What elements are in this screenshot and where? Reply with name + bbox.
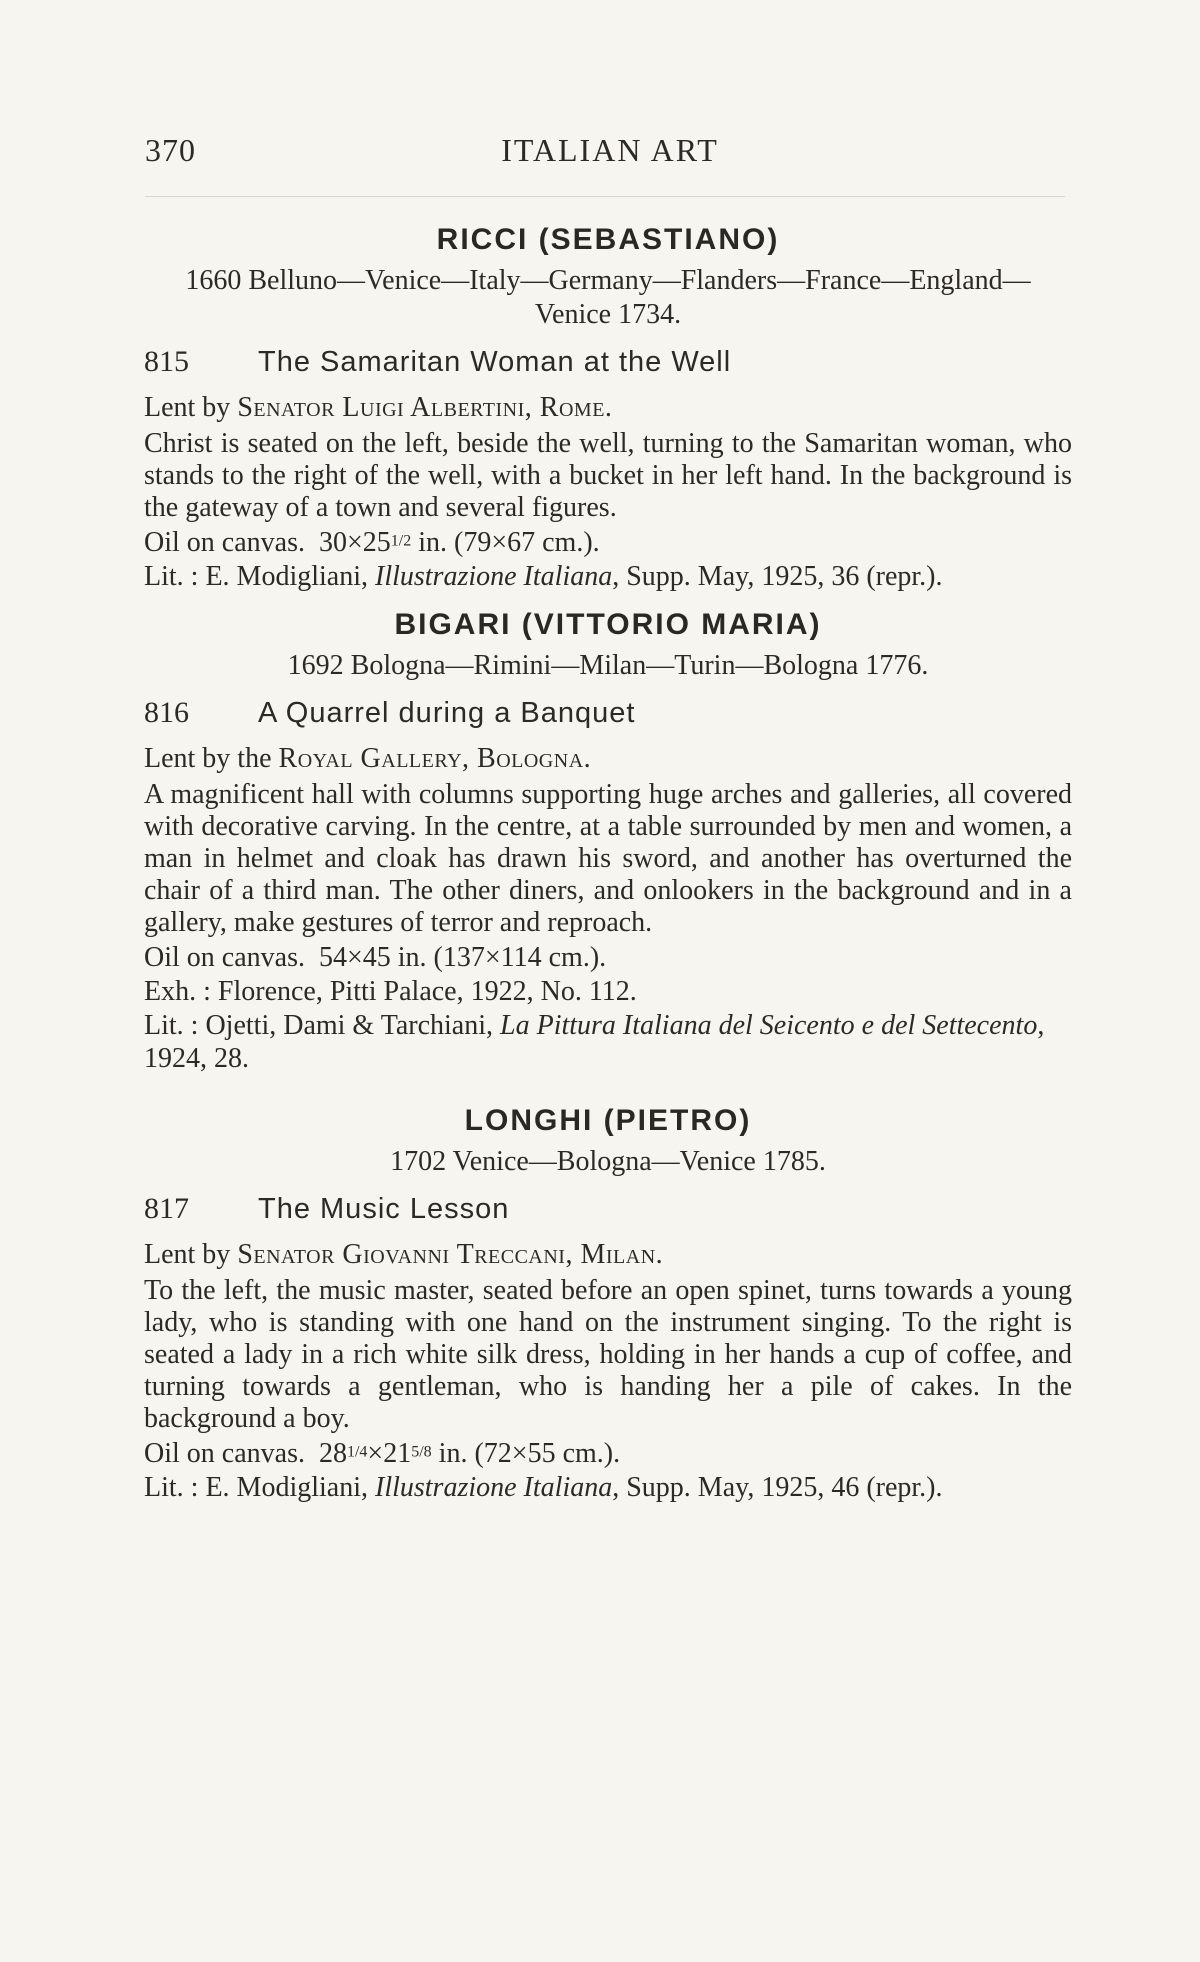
literature-author: E. Modigliani, <box>205 1472 375 1503</box>
running-title: ITALIAN ART <box>501 132 719 168</box>
dimensions-part: in. (72×55 cm.). <box>431 1438 621 1469</box>
header-rule <box>145 196 1065 197</box>
literature-work: La Pittura Italiana del Seicento e del Settecento <box>500 1010 1038 1041</box>
dimensions-part: 28 <box>318 1438 347 1469</box>
artist-name: LONGHI (PIETRO) <box>464 1104 752 1137</box>
lender-prefix: Lent by <box>144 392 238 423</box>
literature-line <box>144 1009 1072 1075</box>
artist-section-ricci <box>144 218 1072 593</box>
literature-line <box>144 1471 1072 1504</box>
exhibition-label: Exh. : <box>144 976 218 1007</box>
literature-work: Illustrazione Italiana <box>375 561 613 592</box>
literature-label: Lit. : <box>144 561 206 592</box>
page-number: 370 <box>145 132 196 168</box>
artist-section-longhi <box>144 1099 1072 1504</box>
entry-title: The Samaritan Woman at the Well <box>258 346 732 378</box>
literature-author: Ojetti, Dami & Tarchiani, <box>205 1010 501 1041</box>
catalogue-content <box>144 218 1072 1504</box>
lender-prefix: Lent by <box>144 1239 238 1270</box>
literature-details: , Supp. May, 1925, 46 (repr.). <box>612 1472 943 1503</box>
lender-prefix: Lent by the <box>144 743 279 774</box>
dimensions-part: ×21 <box>367 1438 412 1469</box>
entry-title: A Quarrel during a Banquet <box>258 697 636 729</box>
artist-name: RICCI (SEBASTIANO) <box>436 223 780 256</box>
lender-line <box>144 1237 1072 1273</box>
running-head <box>145 132 1075 172</box>
dimensions-part: 30×25 <box>318 527 391 558</box>
entry-title: The Music Lesson <box>258 1193 510 1225</box>
entry-number: 815 <box>144 345 189 378</box>
exhibition-line <box>144 975 1072 1009</box>
lender-line <box>144 390 1072 426</box>
medium-dimensions <box>144 526 1072 560</box>
artist-life-dates: 1692 Bologna—Rimini—Milan—Turin—Bologna 1776. <box>287 650 929 681</box>
entry-description: To the left, the music master, seated before an open spinet, turns towards a young lady, who is standing with one hand on the instrument singing. To the right is seated a lady in a rich white silk dress, holding in her hands a cup of coffee, and turning towards a gentleman, who is handing her a pile of cakes. In the background a boy. <box>144 1275 1072 1434</box>
dimensions-fraction: 1/2 <box>390 532 412 550</box>
dimensions-part: in. (79×67 cm.). <box>411 527 600 558</box>
exhibition-text: Florence, Pitti Palace, 1922, No. 112. <box>217 976 637 1007</box>
medium: Oil on canvas. <box>144 1438 305 1469</box>
catalogue-entry-heading <box>144 340 1072 384</box>
entry-description: Christ is seated on the left, beside the well, turning to the Samaritan woman, who stands to the right of the well, with a bucket in her left hand. In the background is the gateway of a town and several figures. <box>144 428 1072 523</box>
artist-life-dates: 1702 Venice—Bologna—Venice 1785. <box>390 1146 826 1177</box>
dimensions-fraction: 5/8 <box>411 1443 432 1461</box>
medium-dimensions <box>144 1437 1072 1471</box>
catalogue-entry-heading <box>144 691 1072 735</box>
literature-label: Lit. : <box>144 1472 206 1503</box>
artist-section-bigari <box>144 603 1072 1075</box>
entry-description: A magnificent hall with columns supporting huge arches and galleries, all covered with decorative carving. In the centre, at a table surrounded by men and women, a man in helmet and cloak has drawn his sword, and another has overturned the chair of a third man. The other diners, and onlookers in the background and in a gallery, make gestures of terror and reproach. <box>144 779 1072 938</box>
artist-name: BIGARI (VITTORIO MARIA) <box>394 608 822 641</box>
medium: Oil on canvas. <box>144 527 305 558</box>
literature-label: Lit. : <box>144 1010 206 1041</box>
entry-number: 816 <box>144 696 189 729</box>
literature-author: E. Modigliani, <box>205 561 375 592</box>
literature-line <box>144 560 1072 593</box>
dimensions: 54×45 in. (137×114 cm.). <box>318 942 607 973</box>
medium-dimensions <box>144 941 1072 975</box>
lender-name: Royal Gallery, Bologna. <box>278 743 592 774</box>
literature-work: Illustrazione Italiana <box>375 1472 613 1503</box>
lender-name: Senator Giovanni Treccani, Milan. <box>237 1239 664 1270</box>
lender-line <box>144 741 1072 777</box>
medium: Oil on canvas. <box>144 942 305 973</box>
catalogue-entry-heading <box>144 1187 1072 1231</box>
literature-details: , 1924, 28. <box>144 1010 1045 1074</box>
literature-details: , Supp. May, 1925, 36 (repr.). <box>612 561 943 592</box>
artist-life-dates: 1660 Belluno—Venice—Italy—Germany—Flanders—France—England—Venice 1734. <box>185 265 1031 330</box>
entry-number: 817 <box>144 1192 189 1225</box>
lender-name: Senator Luigi Albertini, Rome. <box>237 392 613 423</box>
dimensions-fraction: 1/4 <box>346 1443 368 1461</box>
